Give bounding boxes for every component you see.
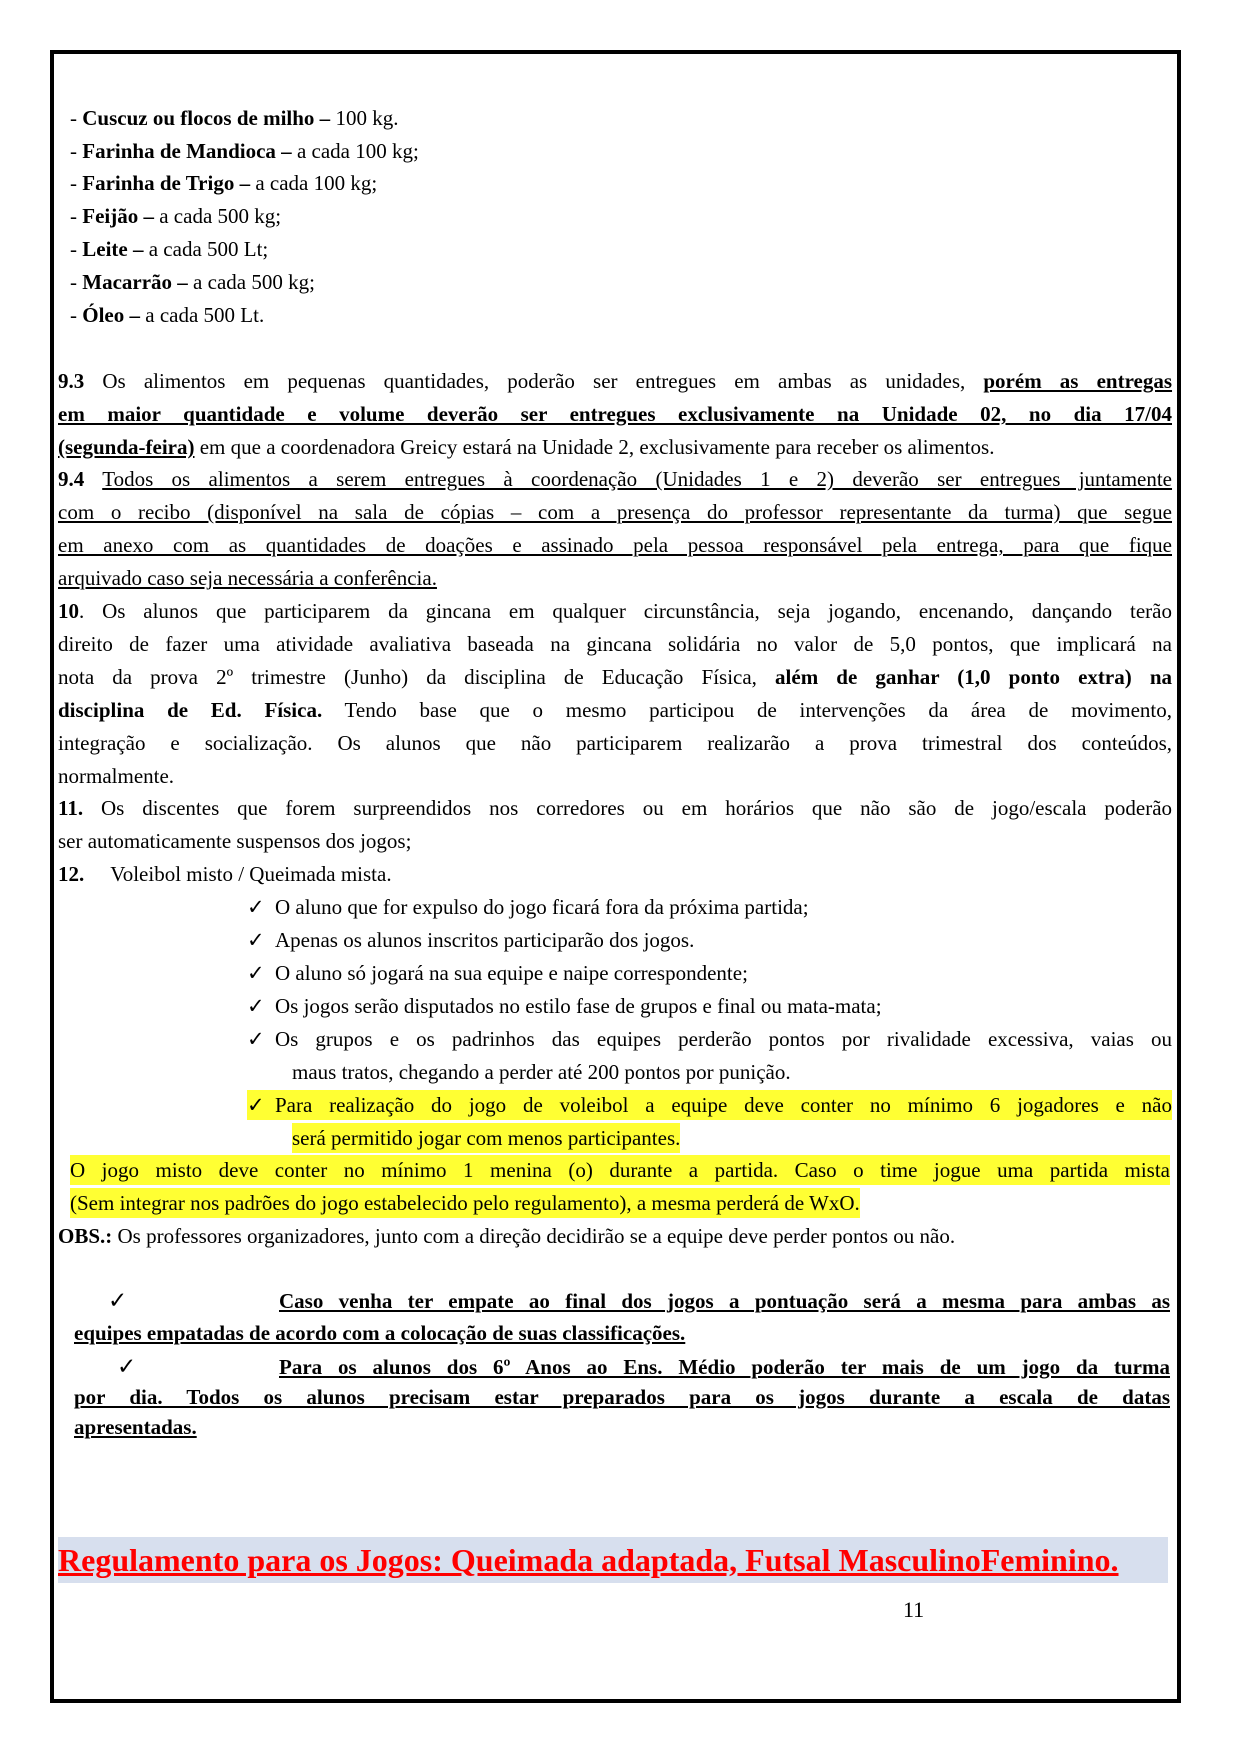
food-qty: a cada 500 kg; (193, 270, 315, 294)
section-10-line: normalmente. (58, 764, 175, 788)
section-9-4-line: arquivado caso seja necessária a conferência. (58, 566, 437, 590)
food-name: Cuscuz ou flocos de milho – (82, 106, 331, 130)
obs-text: Os professores organizadores, junto com a direção decidirão se a equipe deve perder pontos ou não. (117, 1224, 956, 1248)
section-number: 9.3 (58, 369, 85, 393)
section-9-3-line (58, 432, 1172, 462)
note-text: por dia. Todos os alunos precisam estar preparados para os jogos durante a escala de datas (74, 1385, 1170, 1409)
list-dash: - (70, 171, 77, 195)
list-item (70, 103, 398, 133)
check-text: Apenas os alunos inscritos participarão dos jogos. (275, 928, 695, 952)
note-text: apresentadas. (74, 1415, 197, 1439)
food-qty: a cada 100 kg; (255, 171, 378, 195)
note-text: Caso venha ter empate ao final dos jogos a pontuação será a mesma para ambas as (279, 1289, 1170, 1313)
food-qty: a cada 500 Lt. (145, 303, 265, 327)
emphasis-text: porém as entregas (983, 369, 1173, 393)
section-number: 9.4 (58, 467, 85, 491)
list-item (70, 201, 281, 231)
list-dash: - (70, 106, 77, 130)
check-item (247, 991, 882, 1021)
check-item-continuation: maus tratos, chegando a perder até 200 pontos por punição. (292, 1060, 791, 1084)
food-name: Óleo – (82, 303, 140, 327)
check-item (247, 958, 748, 988)
list-item (70, 267, 315, 297)
check-text: O aluno só jogará na sua equipe e naipe correspondente; (275, 961, 748, 985)
check-icon: ✓ (247, 928, 265, 952)
check-item (247, 892, 809, 922)
emphasis-text: (segunda-feira) (58, 435, 195, 459)
paragraph-text: Voleibol misto / Queimada mista. (110, 862, 392, 886)
paragraph-text: em que a coordenadora Greicy estará na Unidade 2, exclusivamente para receber os alimentos. (199, 435, 995, 459)
list-dash: - (70, 303, 77, 327)
section-12-line (58, 859, 392, 889)
section-10-line: direito de fazer uma atividade avaliativa baseada na gincana solidária no valor de 5,0 pontos, que implicará na (58, 632, 1172, 656)
section-title: Regulamento para os Jogos: Queimada adaptada, Futsal MasculinoFeminino. (58, 1537, 1168, 1583)
check-icon: ✓ (247, 895, 265, 919)
check-icon: ✓ (247, 961, 265, 985)
misto-rule-line: O jogo misto deve conter no mínimo 1 menina (o) durante a partida. Caso o time jogue uma partida mista (70, 1155, 1170, 1185)
check-item-highlighted (247, 1090, 1172, 1120)
list-item (70, 168, 377, 198)
section-number: 10 (58, 599, 79, 623)
food-qty: a cada 500 kg; (159, 204, 282, 228)
check-item-continuation: será permitido jogar com menos participantes. (292, 1123, 680, 1153)
check-icon: ✓ (247, 1027, 265, 1051)
check-icon: ✓ (247, 1093, 265, 1117)
list-dash: - (70, 270, 77, 294)
food-name: Leite – (82, 237, 144, 261)
paragraph-text: Todos os alimentos a serem entregues à coordenação (Unidades 1 e 2) deverão ser entregues juntamente (102, 467, 1173, 491)
section-9-4-line: com o recibo (disponível na sala de cópias – com a presença do professor representante da turma) que segue (58, 500, 1172, 524)
check-item (247, 1024, 1172, 1054)
section-number: 11. (58, 796, 84, 820)
list-dash: - (70, 139, 77, 163)
food-name: Farinha de Trigo – (82, 171, 251, 195)
paragraph-text: nota da prova 2º trimestre (Junho) da disciplina de Educação Física, (58, 665, 757, 689)
check-icon: ✓ (247, 994, 265, 1018)
section-9-3-line (58, 366, 1172, 396)
food-name: Farinha de Mandioca – (82, 139, 292, 163)
section-number: 12. (58, 862, 85, 886)
paragraph-text: . Os alunos que participarem da gincana em qualquer circunstância, seja jogando, encenando, dançando terão (79, 599, 1172, 623)
page-number: 11 (903, 1597, 925, 1622)
paragraph-text: Os alimentos em pequenas quantidades, poderão ser entregues em ambas as unidades, (102, 369, 966, 393)
section-10-line: integração e socialização. Os alunos que não participarem realizarão a prova trimestral dos conteúdos, (58, 731, 1172, 755)
section-10-line (58, 695, 1172, 725)
food-name: Feijão – (82, 204, 154, 228)
section-10-line (58, 662, 1172, 692)
section-9-4-line: em anexo com as quantidades de doações e assinado pela pessoa responsável pela entrega, para que fique (58, 533, 1172, 557)
food-name: Macarrão – (82, 270, 188, 294)
obs-line (58, 1221, 955, 1251)
list-dash: - (70, 237, 77, 261)
check-icon: ✓ (117, 1354, 137, 1379)
list-item (70, 234, 268, 264)
food-qty: 100 kg. (335, 106, 399, 130)
section-11-line: ser automaticamente suspensos dos jogos; (58, 829, 412, 853)
paragraph-text: Tendo base que o mesmo participou de intervenções da área de movimento, (344, 698, 1173, 722)
food-qty: a cada 100 kg; (296, 139, 419, 163)
emphasis-text: disciplina de Ed. Física. (58, 698, 323, 722)
note-text: Para os alunos dos 6º Anos ao Ens. Médio poderão ter mais de um jogo da turma (279, 1355, 1170, 1379)
check-text: Os jogos serão disputados no estilo fase de grupos e final ou mata-mata; (275, 994, 882, 1018)
section-9-3-line: em maior quantidade e volume deverão ser entregues exclusivamente na Unidade 02, no dia 17/04 (58, 402, 1172, 426)
list-item (70, 136, 419, 166)
misto-rule-line: (Sem integrar nos padrões do jogo estabelecido pelo regulamento), a mesma perderá de WxO. (70, 1188, 860, 1218)
check-text: O aluno que for expulso do jogo ficará fora da próxima partida; (275, 895, 809, 919)
check-text: Os grupos e os padrinhos das equipes perderão pontos por rivalidade excessiva, vaias ou (275, 1027, 1172, 1051)
paragraph-text: Os discentes que forem surpreendidos nos corredores ou em horários que não são de jogo/escala poderão (101, 796, 1173, 820)
check-text: Para realização do jogo de voleibol a equipe deve conter no mínimo 6 jogadores e não (275, 1093, 1172, 1117)
section-10-line (58, 596, 1172, 626)
list-item (70, 300, 264, 330)
emphasis-text: além de ganhar (1,0 ponto extra) na (775, 665, 1173, 689)
section-11-line (58, 793, 1172, 823)
check-item (247, 925, 694, 955)
food-qty: a cada 500 Lt; (148, 237, 269, 261)
obs-label: OBS.: (58, 1224, 113, 1248)
note-text: equipes empatadas de acordo com a colocação de suas classificações. (74, 1321, 686, 1345)
list-dash: - (70, 204, 77, 228)
section-9-4-line (58, 464, 1172, 494)
check-icon: ✓ (108, 1288, 128, 1313)
